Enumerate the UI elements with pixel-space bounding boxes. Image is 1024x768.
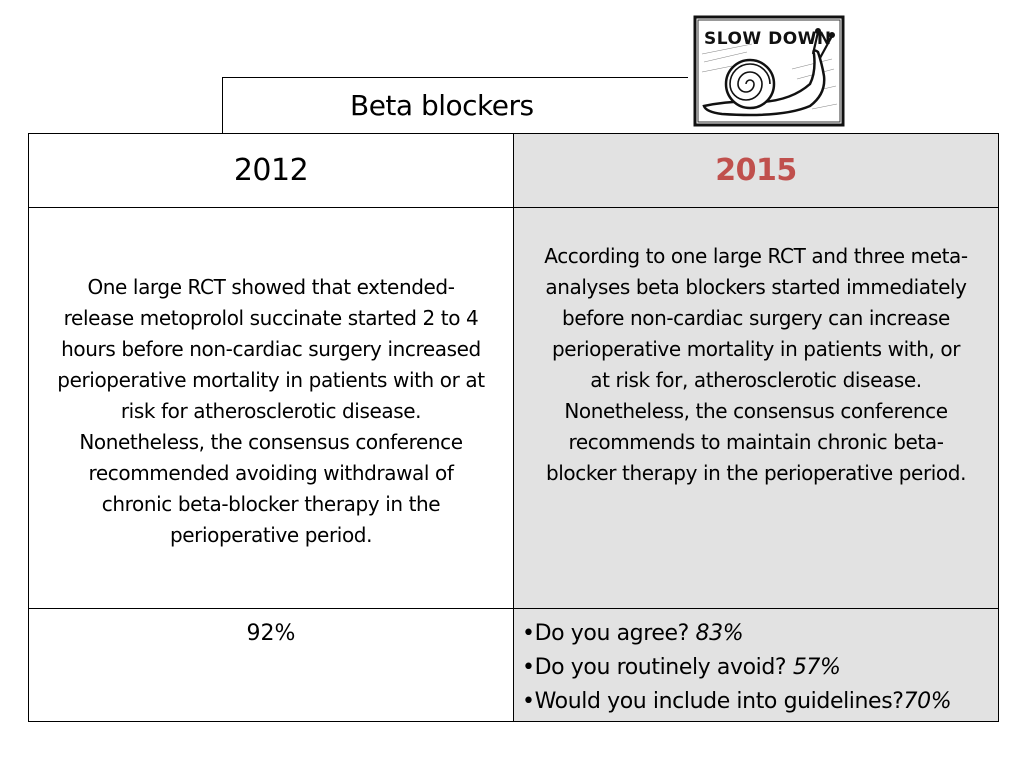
statement-2015-line: recommends to maintain chronic beta-	[568, 430, 944, 454]
statement-2012-line: One large RCT showed that extended-	[87, 274, 455, 299]
survey-answer: 70%	[903, 689, 952, 714]
statement-2012-line: Nonetheless, the consensus conference	[79, 429, 463, 454]
statement-2015	[514, 241, 998, 489]
survey-answer: 57%	[792, 655, 841, 680]
statement-2015-line: before non-cardiac surgery can increase	[562, 306, 950, 330]
header-2012: 2012	[29, 134, 514, 208]
statement-2015-line: perioperative mortality in patients with, or	[551, 337, 961, 361]
result-2015-cell	[514, 609, 999, 722]
results-row	[29, 609, 999, 722]
survey-results-list	[522, 617, 998, 719]
statement-row	[29, 208, 999, 609]
list-item	[522, 617, 998, 651]
survey-question: Would you include into guidelines?	[534, 689, 904, 714]
statement-2015-cell	[514, 208, 999, 609]
list-item	[522, 651, 998, 685]
result-2012: 92%	[246, 621, 296, 646]
statement-2012-line: release metoprolol succinate started 2 to 4	[63, 305, 479, 330]
survey-question: Do you routinely avoid?	[534, 655, 793, 680]
statement-2015-line: analyses beta blockers started immediately	[545, 275, 967, 299]
header-2015: 2015	[514, 134, 999, 208]
statement-2012-line: risk for atherosclerotic disease.	[120, 398, 422, 423]
statement-2012-line: perioperative period.	[169, 522, 373, 547]
survey-answer: 83%	[695, 621, 744, 646]
statement-2012-line: hours before non-cardiac surgery increased	[61, 336, 481, 361]
statement-2012	[29, 272, 513, 551]
list-item	[522, 685, 998, 719]
comparison-table	[28, 133, 999, 722]
result-2012-cell	[29, 609, 514, 722]
statement-2015-line: According to one large RCT and three meta-	[544, 244, 968, 268]
table-header-row	[29, 134, 999, 208]
statement-2012-cell	[29, 208, 514, 609]
logo-text: SLOW DOWN	[704, 29, 832, 49]
statement-2015-line: Nonetheless, the consensus conference	[564, 399, 948, 423]
statement-2015-line: at risk for, atherosclerotic disease.	[590, 368, 922, 392]
statement-2012-line: perioperative mortality in patients with or at	[57, 367, 485, 392]
slow-down-snail-logo	[692, 14, 846, 128]
slide-title: Beta blockers	[350, 89, 534, 122]
statement-2012-line: chronic beta-blocker therapy in the	[101, 491, 441, 516]
survey-question: Do you agree?	[534, 621, 696, 646]
statement-2012-line: recommended avoiding withdrawal of	[88, 460, 454, 485]
statement-2015-line: blocker therapy in the perioperative period.	[545, 461, 967, 485]
